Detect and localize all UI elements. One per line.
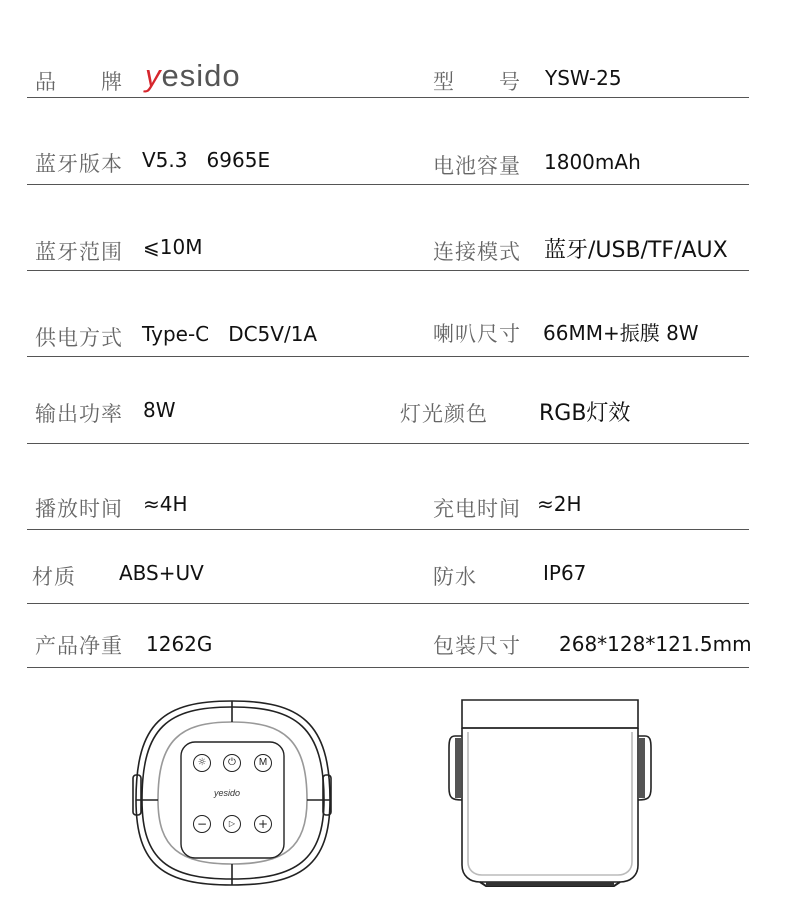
- material-label: 材质: [32, 565, 76, 589]
- row-divider: [27, 184, 749, 185]
- model-label: 型 号: [433, 70, 521, 94]
- waterproof-value: IP67: [543, 561, 587, 585]
- power-icon[interactable]: ⏻: [223, 754, 241, 772]
- waterproof-label: 防水: [433, 565, 477, 589]
- connection-mode-label: 连接模式: [433, 240, 521, 264]
- spec-table: [27, 0, 752, 670]
- connection-mode-value: 蓝牙/USB/TF/AUX: [544, 238, 728, 263]
- device-logo: yesido: [214, 788, 241, 798]
- minus-icon[interactable]: −: [193, 815, 211, 833]
- row-divider: [27, 270, 749, 271]
- power-supply-value: Type-C DC5V/1A: [142, 322, 318, 346]
- play-time-value: ≈4H: [143, 492, 188, 516]
- row-divider: [27, 356, 749, 357]
- bluetooth-range-value: ⩽10M: [143, 235, 203, 259]
- light-color-value: RGB灯效: [539, 401, 631, 426]
- bluetooth-version-label: 蓝牙版本: [35, 152, 123, 176]
- model-value: YSW-25: [545, 66, 622, 90]
- row-divider: [27, 443, 749, 444]
- play-icon[interactable]: ▷: [223, 815, 241, 833]
- brand-logo: yesido: [145, 58, 241, 93]
- battery-capacity-value: 1800mAh: [544, 150, 641, 174]
- brand-label: 品 牌: [35, 70, 123, 94]
- row-divider: [27, 529, 749, 530]
- speaker-side-view: [0, 670, 790, 900]
- speaker-size-label: 喇叭尺寸: [433, 322, 521, 346]
- charge-time-label: 充电时间: [433, 497, 521, 521]
- bluetooth-range-label: 蓝牙范围: [35, 240, 123, 264]
- material-value: ABS+UV: [119, 561, 204, 585]
- net-weight-value: 1262G: [146, 632, 213, 656]
- net-weight-label: 产品净重: [35, 634, 123, 658]
- light-icon[interactable]: ☼: [193, 754, 211, 772]
- row-divider: [27, 603, 749, 604]
- plus-icon[interactable]: +: [254, 815, 272, 833]
- output-power-label: 输出功率: [35, 402, 123, 426]
- light-color-label: 灯光颜色: [400, 402, 488, 426]
- package-size-value: 268*128*121.5mm: [559, 632, 752, 656]
- charge-time-value: ≈2H: [537, 492, 582, 516]
- product-views: [0, 670, 790, 900]
- speaker-size-value: 66MM+振膜 8W: [543, 321, 699, 345]
- play-time-label: 播放时间: [35, 497, 123, 521]
- row-divider: [27, 667, 749, 668]
- row-divider: [27, 97, 749, 98]
- package-size-label: 包装尺寸: [433, 634, 521, 658]
- bluetooth-version-value: V5.3 6965E: [142, 148, 271, 172]
- output-power-value: 8W: [143, 398, 176, 422]
- mode-icon[interactable]: M: [254, 754, 272, 772]
- battery-capacity-label: 电池容量: [433, 154, 521, 178]
- power-supply-label: 供电方式: [35, 326, 123, 350]
